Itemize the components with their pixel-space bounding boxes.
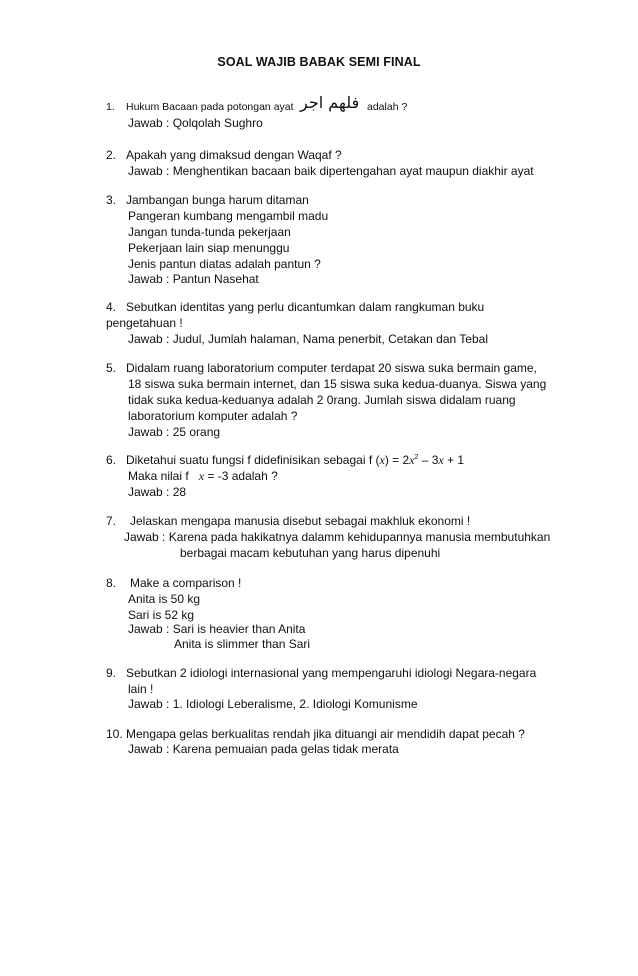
q6-text-rest: – 3	[418, 453, 439, 467]
q6-text-mid: ) = 2	[384, 453, 410, 467]
q1-number: 1.	[106, 101, 115, 113]
q10-number: 10.	[106, 727, 123, 741]
q3-number: 3.	[106, 193, 117, 207]
q5-line-3: tidak suka kedua-keduanya adalah 2 0rang. Jumlah siswa didalam ruang	[128, 393, 516, 407]
q8-answer-1: Jawab : Sari is heavier than Anita	[128, 622, 306, 636]
q9-line-2: lain !	[128, 682, 154, 696]
q7-text: Jelaskan mengapa manusia disebut sebagai makhluk ekonomi !	[130, 514, 471, 528]
q5-line-4: laboratorium komputer adalah ?	[128, 409, 298, 423]
q4-number: 4.	[106, 300, 117, 314]
q6-var-x: x	[379, 453, 385, 467]
q6-text	[126, 453, 464, 468]
q6-text-prefix: Diketahui suatu fungsi f didefinisikan sebagai f (	[126, 453, 380, 467]
q2-answer: Jawab : Menghentikan bacaan baik dipertengahan ayat maupun diakhir ayat	[128, 164, 534, 178]
q5-line-1: Didalam ruang laboratorium computer terdapat 20 siswa suka bermain game,	[126, 361, 537, 375]
q5-answer: Jawab : 25 orang	[128, 425, 221, 439]
q7-answer-1: Jawab : Karena pada hakikatnya dalamm kehidupannya manusia membutuhkan	[124, 530, 551, 544]
q4-line-1: Sebutkan identitas yang perlu dicantumkan dalam rangkuman buku	[126, 300, 485, 314]
q7-answer-2: berbagai macam kebutuhan yang harus dipenuhi	[180, 546, 441, 560]
q6-answer: Jawab : 28	[128, 485, 187, 499]
q2-text: Apakah yang dimaksud dengan Waqaf ?	[126, 148, 342, 162]
q1-arabic-phrase: فلهم اجر	[300, 93, 360, 112]
q6-line-2a: Maka nilai f	[128, 469, 189, 483]
q8-line-2: Sari is 52 kg	[128, 608, 195, 622]
q5-line-2: 18 siswa suka bermain internet, dan 15 siswa suka kedua-duanya. Siswa yang	[128, 377, 547, 391]
q6-line-2b: = -3 adalah ?	[204, 469, 278, 483]
q6-line-2-var-x: x	[198, 469, 205, 483]
q1-text: Hukum Bacaan pada potongan ayat	[126, 101, 294, 113]
q5-number: 5.	[106, 361, 117, 375]
q1-tail: adalah ?	[367, 101, 408, 113]
q3-line-1: Jambangan bunga harum ditaman	[126, 193, 309, 207]
q6-var-x-squared: x	[409, 453, 415, 467]
q8-text: Make a comparison !	[130, 576, 242, 590]
q2-number: 2.	[106, 148, 117, 162]
q8-line-1: Anita is 50 kg	[128, 592, 201, 606]
q1-answer: Jawab : Qolqolah Sughro	[128, 116, 263, 130]
q10-answer: Jawab : Karena pemuaian pada gelas tidak merata	[128, 742, 399, 756]
q3-line-2: Pangeran kumbang mengambil madu	[128, 209, 329, 223]
q4-answer: Jawab : Judul, Jumlah halaman, Nama penerbit, Cetakan dan Tebal	[128, 332, 488, 346]
q3-line-5: Jenis pantun diatas adalah pantun ?	[128, 257, 321, 271]
q9-text: Sebutkan 2 idiologi internasional yang mempengaruhi idiologi Negara-negara	[126, 666, 537, 680]
q3-answer: Jawab : Pantun Nasehat	[128, 272, 259, 286]
q9-number: 9.	[106, 666, 117, 680]
document-title: SOAL WAJIB BABAK SEMI FINAL	[217, 55, 421, 69]
q3-line-3: Jangan tunda-tunda pekerjaan	[128, 225, 291, 239]
q7-number: 7.	[106, 514, 117, 528]
q8-number: 8.	[106, 576, 117, 590]
q8-answer-2: Anita is slimmer than Sari	[174, 637, 311, 651]
q6-text-end: + 1	[443, 453, 465, 467]
q3-line-4: Pekerjaan lain siap menunggu	[128, 241, 290, 255]
q6-line-2	[128, 469, 278, 484]
q6-number: 6.	[106, 453, 117, 467]
q6-var-x-linear: x	[438, 453, 444, 467]
q4-line-2: pengetahuan !	[106, 316, 183, 330]
q10-text: Mengapa gelas berkualitas rendah jika dituangi air mendidih dapat pecah ?	[126, 727, 525, 741]
q9-answer: Jawab : 1. Idiologi Leberalisme, 2. Idiologi Komunisme	[128, 697, 418, 711]
q6-exponent: 2	[414, 454, 419, 461]
